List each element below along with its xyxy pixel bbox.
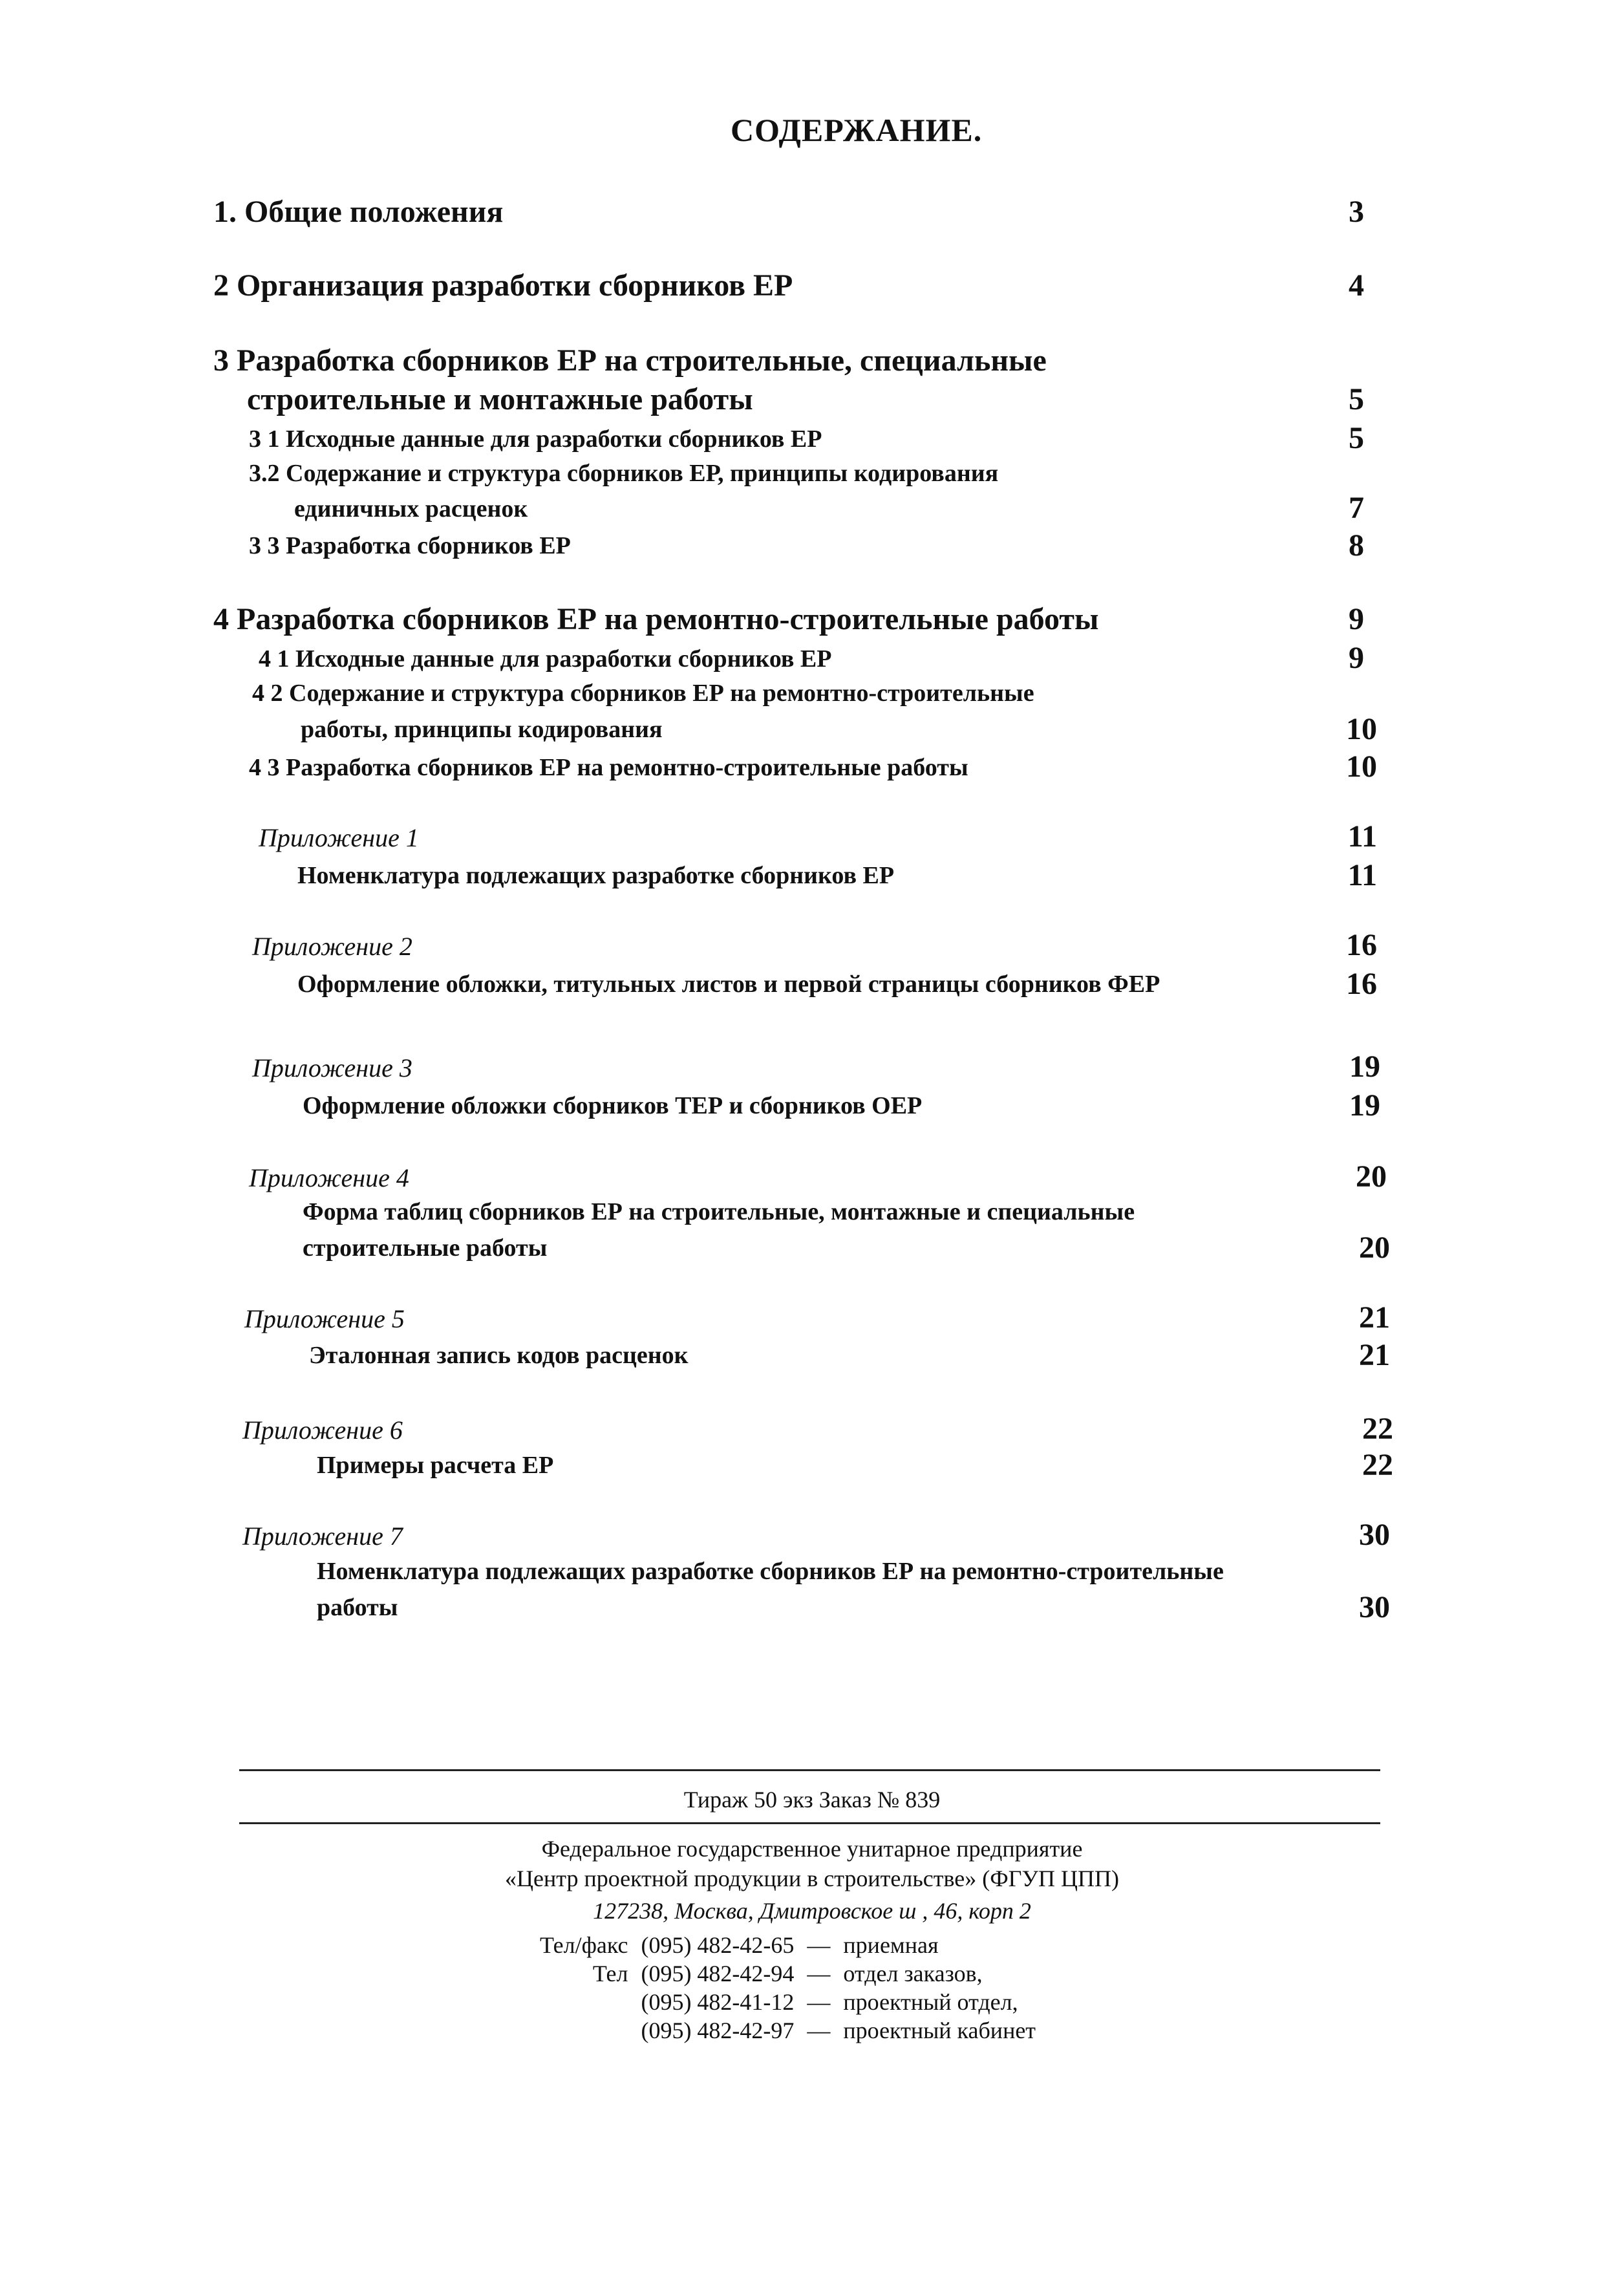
toc-entry-4-3: 4 3 Разработка сборников ЕР на ремонтно-строительные работы xyxy=(249,754,968,781)
toc-page-4: 9 xyxy=(1349,602,1364,636)
org-name-line2: «Центр проектной продукции в строительстве» (ФГУП ЦПП) xyxy=(505,1866,1119,1891)
contact-phone: (095) 482-41-12 xyxy=(641,1989,795,2015)
appendix-2-text: Оформление обложки, титульных листов и первой страницы сборников ФЕР xyxy=(297,971,1160,998)
appendix-5-heading: Приложение 5 xyxy=(244,1304,405,1333)
contact-row xyxy=(533,1988,1042,2016)
appendix-3-text: Оформление обложки сборников ТЕР и сборников ОЕР xyxy=(303,1092,923,1119)
contact-dash: — xyxy=(807,1989,831,2015)
toc-page-3-1: 5 xyxy=(1349,421,1364,455)
page-title: СОДЕРЖАНИЕ. xyxy=(731,112,983,148)
contact-label: Тел xyxy=(592,1961,628,1986)
toc-page-4-3: 10 xyxy=(1346,749,1377,784)
contact-desc: проектный кабинет xyxy=(843,2018,1036,2043)
toc-entry-4-1: 4 1 Исходные данные для разработки сборников ЕР xyxy=(259,645,832,673)
toc-entry-3-line2: строительные и монтажные работы xyxy=(247,382,753,416)
toc-page-3-2: 7 xyxy=(1349,491,1364,525)
toc-entry-3-line1: 3 Разработка сборников ЕР на строительные, специальные xyxy=(213,343,1047,378)
contact-label xyxy=(533,1988,634,2016)
appendix-5-page: 21 xyxy=(1359,1338,1390,1372)
appendix-4-heading-page: 20 xyxy=(1356,1159,1387,1194)
contact-desc: отдел заказов, xyxy=(843,1961,983,1986)
contact-phone: (095) 482-42-97 xyxy=(641,2018,795,2043)
appendix-1-heading: Приложение 1 xyxy=(259,823,419,852)
appendix-3-page: 19 xyxy=(1349,1088,1380,1123)
appendix-6-heading-page: 22 xyxy=(1362,1412,1393,1446)
appendix-2-heading-page: 16 xyxy=(1346,928,1377,962)
appendix-7-heading: Приложение 7 xyxy=(242,1522,403,1551)
contact-dash: — xyxy=(807,1932,831,1958)
toc-entry-3-2-line2: единичных расценок xyxy=(294,495,528,522)
contact-dash: — xyxy=(807,1961,831,1986)
toc-entry-1: 1. Общие положения xyxy=(213,195,504,229)
toc-page-3-3: 8 xyxy=(1349,528,1364,563)
footer-divider-top xyxy=(239,1769,1380,1771)
appendix-5-heading-page: 21 xyxy=(1359,1300,1390,1335)
footer-divider-bottom xyxy=(239,1822,1380,1824)
contact-dash: — xyxy=(807,2018,831,2043)
appendix-4-heading: Приложение 4 xyxy=(249,1163,409,1192)
appendix-5-text: Эталонная запись кодов расценок xyxy=(309,1342,689,1369)
appendix-7-page: 30 xyxy=(1359,1590,1390,1624)
org-name-line1: Федеральное государственное унитарное предприятие xyxy=(541,1836,1083,1862)
appendix-6-text: Примеры расчета ЕР xyxy=(317,1452,554,1479)
appendix-4-page: 20 xyxy=(1359,1231,1390,1265)
appendix-6-heading: Приложение 6 xyxy=(242,1415,403,1445)
toc-entry-4-2-line1: 4 2 Содержание и структура сборников ЕР на ремонтно-строительные xyxy=(252,680,1034,707)
toc-page-4-1: 9 xyxy=(1349,641,1364,675)
toc-entry-3-2-line1: 3.2 Содержание и структура сборников ЕР, принципы кодирования xyxy=(249,460,999,487)
toc-page-1: 3 xyxy=(1349,195,1364,229)
appendix-6-page: 22 xyxy=(1362,1448,1393,1482)
contact-phone: (095) 482-42-65 xyxy=(641,1932,795,1958)
contact-row xyxy=(533,2016,1042,2045)
appendix-3-heading: Приложение 3 xyxy=(252,1053,412,1082)
appendix-7-text-line1: Номенклатура подлежащих разработке сборников ЕР на ремонтно-строительные xyxy=(317,1558,1224,1585)
toc-entry-4-2-line2: работы, принципы кодирования xyxy=(301,716,663,743)
appendix-1-page: 11 xyxy=(1347,858,1377,892)
contact-label xyxy=(533,2016,634,2045)
contact-row xyxy=(533,1931,1042,1959)
appendix-2-page: 16 xyxy=(1346,967,1377,1001)
appendix-4-text-line1: Форма таблиц сборников ЕР на строительные, монтажные и специальные xyxy=(303,1198,1135,1225)
appendix-7-heading-page: 30 xyxy=(1359,1518,1390,1552)
toc-entry-4: 4 Разработка сборников ЕР на ремонтно-строительные работы xyxy=(213,602,1099,636)
toc-page-4-2: 10 xyxy=(1346,712,1377,746)
contact-desc: приемная xyxy=(843,1932,939,1958)
appendix-3-heading-page: 19 xyxy=(1349,1050,1380,1084)
toc-entry-3-1: 3 1 Исходные данные для разработки сборников ЕР xyxy=(249,425,822,453)
contacts-table xyxy=(533,1931,1042,2045)
org-address: 127238, Москва, Дмитровское ш , 46, корп 2 xyxy=(593,1898,1031,1924)
contact-desc: проектный отдел, xyxy=(843,1989,1018,2015)
print-run: Тираж 50 экз Заказ № 839 xyxy=(683,1787,941,1813)
contact-label: Тел/факс xyxy=(540,1932,628,1958)
appendix-1-text: Номенклатура подлежащих разработке сборников ЕР xyxy=(297,862,895,889)
toc-page-2: 4 xyxy=(1349,268,1364,303)
toc-entry-2: 2 Организация разработки сборников ЕР xyxy=(213,268,793,303)
appendix-7-text-line2: работы xyxy=(317,1594,398,1621)
appendix-1-heading-page: 11 xyxy=(1347,819,1377,854)
contact-phone: (095) 482-42-94 xyxy=(641,1961,795,1986)
appendix-2-heading: Приложение 2 xyxy=(252,932,412,961)
toc-entry-3-3: 3 3 Разработка сборников ЕР xyxy=(249,532,571,559)
appendix-4-text-line2: строительные работы xyxy=(303,1234,548,1262)
contact-row xyxy=(533,1959,1042,1988)
toc-page-3: 5 xyxy=(1349,382,1364,416)
